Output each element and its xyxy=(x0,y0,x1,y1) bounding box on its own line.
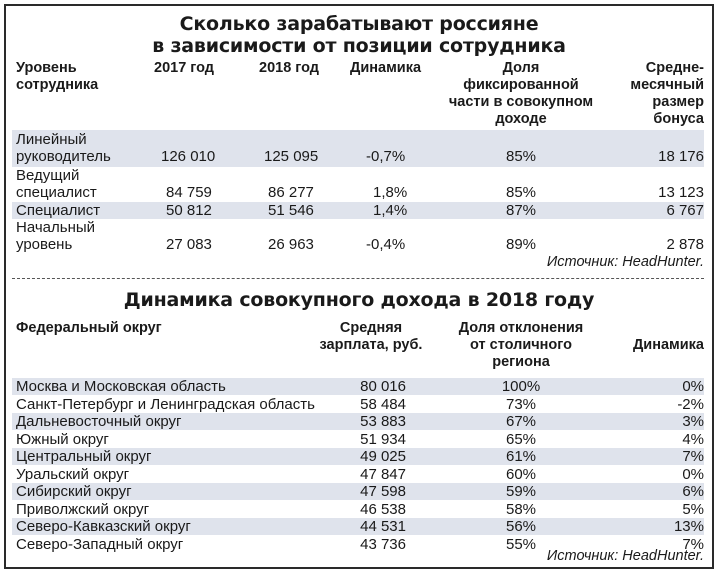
value-dynamics: -2% xyxy=(677,395,704,413)
value-salary: 80 016 xyxy=(360,378,406,395)
value-dynamics: 1,4% xyxy=(373,202,408,219)
value-dynamics: 3% xyxy=(682,413,704,430)
value-deviation: 56% xyxy=(505,518,537,535)
district-name: Центральный округ xyxy=(16,448,152,465)
value-salary: 49 025 xyxy=(360,448,406,465)
value-salary: 47 847 xyxy=(360,465,406,483)
value-bonus: 18 176 xyxy=(658,148,704,165)
header-dynamics-2: Динамика xyxy=(632,337,704,353)
value-deviation: 58% xyxy=(505,500,537,518)
table2-title: Динамика совокупного дохода в 2018 году xyxy=(123,289,595,311)
value-2017: 50 812 xyxy=(166,202,212,219)
value-salary: 43 736 xyxy=(360,535,406,553)
header-2018: 2018 год xyxy=(259,60,320,76)
value-fixed-share: 89% xyxy=(505,236,537,253)
value-dynamics: 4% xyxy=(682,430,704,448)
value-salary: 47 598 xyxy=(360,483,406,500)
value-deviation: 61% xyxy=(505,448,537,465)
value-dynamics: 0% xyxy=(682,378,704,395)
value-2017: 126 010 xyxy=(161,148,216,165)
table1-title-line2: в зависимости от позиции сотрудника xyxy=(152,35,566,57)
value-dynamics: 0% xyxy=(682,465,704,483)
row-level-name: Линейный руководитель xyxy=(16,131,111,165)
value-salary: 53 883 xyxy=(360,413,406,430)
row-level-name: Ведущий специалист xyxy=(16,167,97,201)
value-2017: 84 759 xyxy=(166,184,212,201)
value-fixed-share: 85% xyxy=(505,148,537,165)
district-name: Дальневосточный округ xyxy=(16,413,182,430)
value-2018: 86 277 xyxy=(268,184,314,201)
value-2018: 26 963 xyxy=(268,236,314,253)
value-dynamics: -0,4% xyxy=(366,236,406,253)
district-name: Южный округ xyxy=(16,430,109,448)
value-dynamics: -0,7% xyxy=(366,148,406,165)
district-name: Москва и Московская область xyxy=(16,378,226,395)
value-dynamics: 6% xyxy=(682,483,704,500)
header-deviation: Доля отклонения от столичного региона xyxy=(458,320,584,370)
row-level-name: Специалист xyxy=(16,202,101,219)
header-2017: 2017 год xyxy=(154,60,215,76)
header-dynamics: Динамика xyxy=(350,60,422,76)
table1-title-line1: Сколько зарабатывают россияне xyxy=(179,13,539,35)
header-bonus: Средне- месячный размер бонуса xyxy=(630,60,704,127)
infographic-frame xyxy=(4,4,714,569)
value-bonus: 6 767 xyxy=(666,202,704,219)
value-salary: 46 538 xyxy=(360,500,406,518)
district-name: Сибирский округ xyxy=(16,483,132,500)
value-deviation: 65% xyxy=(505,430,537,448)
value-fixed-share: 87% xyxy=(505,202,537,219)
value-dynamics: 7% xyxy=(682,448,704,465)
header-district: Федеральный округ xyxy=(16,320,162,336)
table1-source: Источник: HeadHunter. xyxy=(546,254,704,270)
header-fixed-share: Доля фиксированной части в совокупном доходе xyxy=(448,60,594,127)
value-dynamics: 13% xyxy=(673,518,704,535)
value-deviation: 60% xyxy=(505,465,537,483)
table2-source: Источник: HeadHunter. xyxy=(546,548,704,564)
header-level: Уровень сотрудника xyxy=(16,60,99,93)
district-name: Приволжский округ xyxy=(16,500,150,518)
section-divider xyxy=(12,278,704,279)
value-deviation: 55% xyxy=(505,535,537,553)
value-deviation: 100% xyxy=(501,378,541,395)
value-salary: 58 484 xyxy=(360,395,406,413)
district-name: Северо-Западный округ xyxy=(16,535,184,553)
value-bonus: 13 123 xyxy=(658,184,704,201)
value-fixed-share: 85% xyxy=(505,184,537,201)
value-dynamics: 1,8% xyxy=(373,184,408,201)
value-2018: 51 546 xyxy=(268,202,314,219)
value-2018: 125 095 xyxy=(264,148,319,165)
value-salary: 44 531 xyxy=(360,518,406,535)
value-2017: 27 083 xyxy=(166,236,212,253)
value-salary: 51 934 xyxy=(360,430,406,448)
row-band xyxy=(12,130,704,167)
district-name: Северо-Кавказский округ xyxy=(16,518,191,535)
value-dynamics: 7% xyxy=(682,535,704,553)
header-salary: Средняя зарплата, руб. xyxy=(319,320,423,353)
value-bonus: 2 878 xyxy=(666,236,704,253)
row-level-name: Начальный уровень xyxy=(16,219,96,253)
value-deviation: 59% xyxy=(505,483,537,500)
value-dynamics: 5% xyxy=(682,500,704,518)
value-deviation: 73% xyxy=(505,395,537,413)
district-name: Санкт-Петербург и Ленинградская область xyxy=(16,395,315,413)
row-band xyxy=(12,202,704,219)
district-name: Уральский округ xyxy=(16,465,130,483)
value-deviation: 67% xyxy=(505,413,537,430)
table1-title xyxy=(6,13,712,57)
